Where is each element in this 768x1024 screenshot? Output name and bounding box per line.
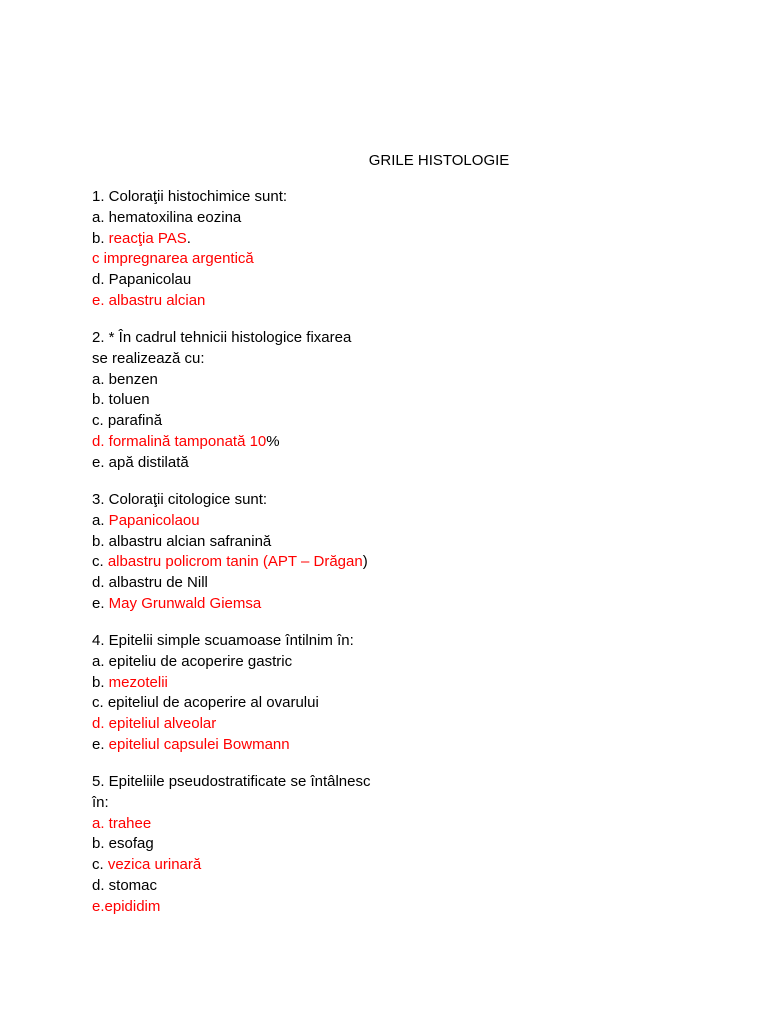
q1-option-d: d. Papanicolau [92,271,192,289]
question-1-text: 1. Coloraţii histochimice sunt: [92,188,288,205]
q5-option-b: b. esofag [92,835,154,853]
q5-option-e: e.epididim [92,897,161,915]
q3-option-a: a. Papanicolaou [92,511,200,529]
q1-option-e: e. albastru alcian [92,291,206,309]
q2-option-a: a. benzen [92,370,158,388]
q4-option-c: c. epiteliul de acoperire al ovarului [92,694,319,712]
q1-option-c: c impregnarea argentică [92,250,254,268]
q2-option-d: d. formalină tamponată 10% [92,432,280,450]
q5-option-a: a. trahee [92,814,152,832]
q2-option-b: b. toluen [92,391,150,409]
question-3 [92,490,712,615]
q4-option-a: a. epiteliu de acoperire gastric [92,652,293,670]
document-title: GRILE HISTOLOGIE [368,152,510,169]
question-5 [92,772,712,918]
question-1 [92,187,712,312]
q3-option-e: e. May Grunwald Giemsa [92,594,262,612]
q3-option-c: c. albastru policrom tanin (APT – Drăgan) [92,553,368,571]
q2-option-e: e. apă distilată [92,453,189,471]
q4-option-d: d. epiteliul alveolar [92,715,217,733]
question-2-text-line-2: se realizează cu: [92,349,205,367]
question-4 [92,631,712,756]
question-2 [92,328,712,474]
question-2-text-line-1: 2. * În cadrul tehnicii histologice fixarea [92,329,352,346]
q2-option-c: c. parafină [92,412,163,430]
question-5-text-line-1: 5. Epiteliile pseudostratificate se întâlnesc [92,773,371,790]
q4-option-e: e. epiteliul capsulei Bowmann [92,735,290,753]
question-3-text: 3. Coloraţii citologice sunt: [92,491,268,508]
q3-option-d: d. albastru de Nill [92,574,208,592]
q4-option-b: b. mezotelii [92,673,168,691]
q5-option-d: d. stomac [92,876,158,894]
question-4-text: 4. Epitelii simple scuamoase întilnim în: [92,632,354,649]
q1-option-a: a. hematoxilina eozina [92,208,242,226]
q3-option-b: b. albastru alcian safranină [92,532,272,550]
q5-option-c: c. vezica urinară [92,856,202,874]
question-5-text-line-2: în: [92,793,109,811]
q1-option-b: b. reacţia PAS. [92,229,191,247]
